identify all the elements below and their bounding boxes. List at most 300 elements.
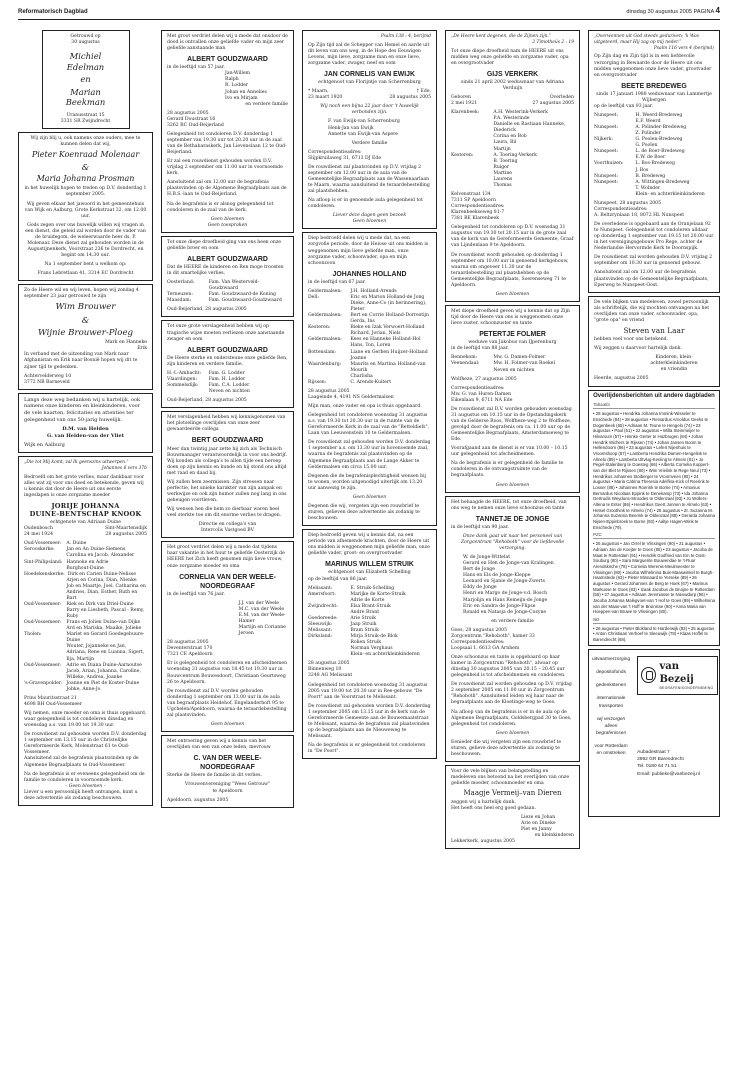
relative-names: J.H. Holland-Arends — [350, 288, 397, 294]
bible-reference: Psalm 138 : 4, berijmd — [380, 34, 431, 39]
relative-place: Sint-Philipsland: — [24, 559, 63, 565]
bible-verse: „Overwonnen uit God steeds geduriven; 'k Was uitgeteerd, maar Hij zag op mij neder.” — [594, 34, 699, 45]
column-3 — [302, 30, 437, 1054]
ad-text: Met ontroering geven wij u kennis van het overlijden van een van onze leden, mevrouw — [167, 739, 271, 751]
relative-place: Terneuzen: — [167, 292, 193, 298]
relative-place — [451, 368, 490, 374]
list-line: F. van Ewijk-van Scherrenburg — [328, 119, 400, 125]
relative-place: Nunspeet: — [594, 173, 619, 179]
ampersand: en — [80, 74, 91, 85]
relative-row — [451, 368, 574, 374]
relative-place: Dirksland: — [308, 634, 333, 640]
relative-row — [211, 631, 288, 637]
address-line: Laageinde 4, 4191 NS Geldermalsen — [308, 394, 394, 400]
relative-names: Wouter, Jojanneke en Jan, Adriana, Rene en Luanna, Sigert, Ilja, Martijn — [66, 644, 145, 662]
ad-text: De vele blijken van medeleven, zowel persoonlijk als schriftelijk, die wij mochten ontvangen na het overlijden van onze vader, schoonvader, opa, "grote opa" en vriend — [594, 299, 710, 323]
ad-text: Aansluitend zal om 12.00 uur de begrafenis plaatsvinden op de Algemene Begraafplaats aan de H.B.S.-laan te Oud-Beijerland. — [167, 180, 287, 198]
list-line: Ronald en Natasja de Jonge-Cozyne — [463, 609, 547, 615]
service-item: transporten — [598, 703, 624, 709]
list-line: Leonard en Sjanie de Jonge-Zwerts — [463, 579, 546, 585]
email-line: Email: publieke@vanbezeij.nl — [637, 771, 700, 777]
deceased-name: PETERTJE FOLMER — [479, 331, 546, 339]
relative-names: Ruiger — [493, 164, 510, 170]
relative-place — [24, 644, 63, 662]
ad-text: Het heeft ons heel erg goed gedaan. — [451, 805, 536, 811]
address-line: A. Beltzrynlaan 18, 8072 HL Nunspeet — [594, 212, 685, 218]
relative-names: E.W. de Boer — [635, 155, 666, 161]
deceased-name: ALBERT GOUDZWAARD — [187, 56, 268, 64]
ad-text: Na afloop van de begrafenis is er in de aula op de Algemene Begraafplaats, Goldsbergpad 30 te Goes, gelegenheid tot condoleren. — [451, 709, 572, 727]
address-line: 3248 AG Melissant — [308, 673, 353, 679]
relative-place — [211, 613, 236, 625]
signature: G. van Helden-van der Vliet — [46, 432, 125, 439]
address-line: Kelvenstraat 134 — [451, 191, 491, 197]
age-line: in de leeftijd van 90 jaar. — [451, 524, 509, 530]
relative-place — [167, 389, 206, 395]
birth-place: * Maarn, — [308, 89, 329, 95]
spouse-line: echtgenoot van Florijntje van Scherrenburg — [318, 80, 421, 86]
ad-text: Degenen die de begrafenisplechtigheid wensen bij te wonen, worden uitgenodigd uiterlijk om 13.20 uur aanwezig te zijn. — [308, 473, 427, 491]
ad-text: Tot onze diepe droefheid ging van ons heen onze geliefde broer en oom — [167, 239, 281, 251]
relative-names: Mw. G. Damen-Folmer — [493, 355, 546, 361]
relative-names: Bieke en Izak Verwoert-Holland — [350, 325, 425, 331]
address-line: Correspondentieadres: — [594, 206, 648, 212]
relative-names: Klein- en achterkleinkinderen — [350, 652, 420, 658]
ad-text: De rouwdienst zal gehouden worden D.V. donderdag 1 september a.s. om 13.30 uur in hovenoemde zaal, waarna de begrafenis zal plaatsvinden op de Algemene Begraafplaats aan de Lange Akker te Geldermalsen om circa 15.00 uur. — [308, 440, 431, 470]
relative-place: Goedereede: — [308, 615, 338, 621]
ad-text: De rouwdienst zal plaatsvinden op D.V. vrijdag 2 september om 12.00 uur in de aula van de Gemeentelijke Begraafplaats aan de Wassenaarlaan te Maarn, waarna aansluitend de teraardebestelling zal plaatshebben. — [308, 164, 430, 195]
relative-names: Adrie en Diana Duine-Aarnoutse — [66, 662, 142, 668]
relative-names: Marijke de Korte-Struik — [350, 591, 406, 597]
name-part: Michiel — [69, 51, 102, 62]
relative-row — [167, 280, 288, 292]
relative-names: Liane en Gerben Huijzer-Holland — [350, 349, 428, 355]
deceased-name: BERT GOUDZWAARD — [191, 437, 264, 445]
no-flowers-line: Geen bloemen — [352, 494, 387, 500]
address-line: Frans Lebretlaan 41, 3314 EC Dordrecht — [37, 271, 134, 277]
ad-line: en kleinkinderen — [534, 833, 574, 839]
relative-names: E. Struik-Schelling — [350, 585, 395, 591]
relative-row — [167, 298, 288, 304]
bible-reference: Psalm 116 vers 4 (berijmd) — [653, 45, 714, 51]
logo-mark-icon — [641, 667, 656, 683]
signature: D.M. van Helden — [62, 426, 109, 433]
anniversary-brouwer — [18, 284, 153, 390]
address-line: Slijpkruilaweg 31, 6713 DJ Ede — [308, 155, 382, 161]
relative-names: Frans en Jolien Duine-van Dijke — [66, 620, 141, 626]
relative-names: Fam. C.A. Lodder — [208, 383, 250, 389]
relative-names: Fam. Goudzwaard-Goudzwaard — [208, 298, 282, 304]
relative-row — [594, 192, 714, 198]
address-line: 3772 NB Barneveld — [24, 379, 70, 385]
list-line: Lieze en Johan — [521, 815, 556, 821]
ad-text: Na de begrafenis is er gelegenheid tot condoleren in "De Poort". — [308, 743, 426, 755]
ad-text: Op Zijn dag en Zijn tijd is in een liefdevolle verzorging in Bewaarde door de Heere uit ons midden weggenomen onze lieve vader, grootvader en overgrootvader — [594, 54, 712, 78]
relative-place — [308, 301, 347, 313]
ad-text: Aansluitend zal om 12.00 uur de begrafenis plaatsvinden op de Gemeentelijke Begraafplaats, Eperweg te Nunspeet-Oost. — [594, 270, 709, 288]
relative-place: Hoedekenskerke: — [24, 571, 65, 577]
list-line: Johan en Annelies — [225, 89, 267, 95]
date-line: Lekkerkerk, augustus 2005 — [451, 839, 515, 845]
family-list — [451, 815, 574, 833]
brand-tagline: BEGRAFENISONDERNEMING — [659, 686, 714, 691]
spouse-line: sinds 21 april 2002 weduwnaar van Adriana Verduijn — [461, 79, 564, 91]
person-name — [46, 51, 126, 72]
ad-text: Er is gelegenheid tot condoleren en afscheidnemen woensdag 31 augustus van 18.45 tot 19.30 uur in Rouwcentrum Bouwesdoort, Christiaan Geurtsweg 26 te Apeldoorn. — [167, 661, 288, 685]
signature: te Apeldoorn — [212, 788, 243, 794]
relative-row — [24, 608, 147, 620]
list-line: Bert de Jonge — [463, 567, 495, 573]
death-notice-van-der-weele — [161, 541, 294, 732]
relative-place: Rijssen: — [308, 379, 327, 385]
bible-reference: Johannes 6 vers 37b — [101, 465, 147, 471]
ad-text: Wij wensen hen die hem zo dierbaar waren heel veel sterkte toe om dit enorme verlies te dragen. — [167, 507, 282, 519]
ad-text: Wij zullen hem zeermissen. Zijn stressen naar perfectie, het unieke karakter van zijn aanpak en werkwijze en ook zijn humor zullen nog lang in ons geheugen voortleven. — [167, 479, 287, 503]
relative-names: A. Toering-Verkerk — [493, 152, 537, 158]
relative-row — [24, 632, 147, 644]
ad-text: Sterke de Heere de familie in dit verlies. — [167, 773, 262, 779]
relative-place: Oud-Vossemeer: — [24, 620, 62, 626]
ad-line: Verdere familie — [351, 140, 388, 146]
ad-text: Wij noch een bijna 22 jaar door 't huwelijk verbonden zijn. — [320, 104, 419, 116]
relative-place: Tholen: — [24, 632, 42, 638]
relative-place: Melissant: — [308, 585, 333, 591]
signature: Directie en collega's van — [198, 522, 257, 528]
family-list — [594, 355, 714, 373]
relative-place — [24, 669, 63, 681]
relative-place: Oud-Vossemeer: — [24, 662, 62, 668]
relative-names: Z. Polinder — [635, 131, 661, 137]
relative-names: J.J. van der Weele — [238, 600, 280, 606]
ad-line: Mark en Hanneke — [105, 340, 147, 346]
relative-names: Job en Maartje, Joel, Catharina en Andries, Dian, Esther, Ruth en Bart — [66, 583, 146, 601]
death-date: 28 augustus 2005 — [389, 95, 431, 101]
ad-text: Liever u een persoonlijk heeft ontvangen, kunt u deze advertentie als zodanig beschouwen. — [24, 789, 138, 801]
ad-text: Onze dank gaat uit naar het personeel van Zorgcentrum "Rehoboth" voor de liefdevolle verzorging. — [460, 533, 565, 552]
date-line: Goes, 28 augustus 2005 — [451, 627, 508, 633]
relative-place — [451, 122, 490, 134]
list-line: Marjolijn en Hans Remeijn-de Jonge — [463, 597, 548, 603]
address-line: Correspondentieadres: — [451, 639, 505, 645]
index-entries: • 28 augustus • Hendrika Johanna Immink-Wisseler te Enschede (84) • 28 augustus • Reinardus Arnoldus Geeks te Dogenbeek (65) • Adriaan M. Teune te Hengelo (74) • 23 augustus • Paul (51) • 22 augustus • Willa Steinmeijer te Hilvarsum (57) • Hinnke Gerter te Hazbrugen (84) • Johan Hendrik Wichers te Rijssen (74) • Johan Jansen Boom te Hellendoorn (86) • 23 augustus • Lefert Nijenhuis te Vroomshoop (87) • Lamberta Hendrika Damen-Hengelink te Almelo (89) • Lamberta Ultvlug-Keniing te Almelo (81) • Jo Pegel-Stalenberg te Goesteg (66) • Alberta Cornelia Koppert-van der Blet te Rijssen (80) • Wim Vrielink te Rege Neul (73) • Hendrikus Johannes Stoiberger te Vroomveen (85) • 24 augustus • Maria Catrina Theresia Adelfina-Kick of Roerink te Losser (88) • Johannes Roerink te Borne (74) • Antonius Bernardus Nicolaas Eppink te Denekamp (73) • Ida Johanna Gertrudis Weyduns-Stroodes te Oldenzaal (93) • Jo Wollers-Altena te Enter (86) • Hendrikus Geert Jonnen te Almelo (63) • Hetsel Groothink te Almelo (74) • 25 augustus • Zr. Suzanna M. Johanna Suzanna Beerink te Oldenzaal (88) • Gerarda Johanna Nijsen-Eppinbroek te Borne (93) • Aaltje Hagen-Wink te Enschede (79). — [593, 411, 715, 530]
relative-names: Jobke, Anne-Jo — [66, 686, 101, 692]
ad-text: Zo de Heere wil en wij leven, hopen wij zondag 4 september 23 jaar getrouwd te zijn — [24, 288, 139, 300]
relative-names: B. Bredeweg — [635, 173, 666, 179]
relative-names: Bert en Corrie Holland-Dorrestijn — [350, 313, 429, 319]
relative-place — [24, 584, 63, 602]
ad-text: Diep bedroefd delen wij u mede dat, na een zorgvolle periode, door de Heiose uit ons midden is weggenomen mijn lieve geliefde man, onze zorgzame vader, schoonvader, opa en mijn schoonzoon — [308, 236, 429, 266]
relative-names: A. Wittingen-Bredeweg — [635, 179, 690, 185]
address-line: Loopsaal 1, 6613 GA Arnhem — [451, 645, 520, 651]
ad-text: In verband met de uitzending van Mark naar Afghanistan en Erik naar Bosnië hopen wij dit te zijner tijd te gedenken. — [24, 352, 138, 370]
relative-names: T. Wolnder — [635, 185, 661, 191]
relative-names: Mw. H. Folmer-van Roekel — [493, 361, 555, 367]
spouse-line: echtgenoot van Elizabeth Schelling — [328, 570, 411, 576]
family-list — [308, 119, 431, 137]
ad-text: Na afloop is er in genoemde aula gelegenheid tot condoleren. — [308, 198, 423, 210]
death-notice-goudzwaard-colleagues — [161, 411, 294, 538]
relative-names: Barry en Liesbeth, Pascal - Remy, Ruby — [66, 608, 145, 620]
masthead — [18, 6, 720, 20]
page-number: 4 — [715, 6, 720, 16]
ad-text: De rouwdienst zal worden gehouden D.V. vrijdag 2 september om 10.30 uur in genoemd gebouw. — [594, 255, 713, 267]
relative-place: H.-I.-Ambacht: — [167, 370, 202, 376]
relative-names: Norman Verghaus — [350, 646, 393, 652]
deceased-name: C. VAN DER WEELE- — [193, 755, 262, 763]
relative-names: Jeroen — [238, 631, 254, 637]
birth-label: Geboren — [451, 95, 471, 101]
relative-names: Corina en Bob — [493, 134, 527, 140]
relative-names: Ard en Mariska, Maaike, Jolieke — [66, 626, 142, 632]
list-line: Op Zijn tijd zal de Schepper van Hemel en aarde uit dit leven van ons weg, in de Hope des Eeuwigen Levens, mijn lieve, zorgzame man en onze lieve, zorgzame vader, zwager, neef en oom — [308, 42, 430, 66]
list-line: Henk-Jan van Ewijk — [328, 125, 374, 131]
deceased-name: NOORDEGRAAF — [200, 764, 255, 772]
no-flowers-line: Geen bloemen — [210, 216, 245, 222]
name-part: Edelman — [66, 61, 105, 72]
phone-line: Tel. 0180 64 71 51 — [637, 764, 677, 770]
deceased-name: ALBERT GOUDZWAARD — [187, 255, 268, 263]
relative-names: Carolina en Jacob, Alexander — [66, 553, 135, 559]
relative-names: A. Polinder-Bredeweg — [635, 125, 687, 131]
death-date: 28 augustus 2005 — [105, 532, 147, 538]
relatives-list — [167, 371, 288, 395]
ad-text: zeggen wij u hartelijk dank. — [451, 799, 516, 805]
relative-names: Riek en Dirk van Driel-Duine — [66, 601, 134, 607]
deceased-name: BEETE BREDEWEG — [621, 82, 687, 90]
ad-text: De rouwdienst zal gehouden worden D.V. donderdag 1 september om 13.15 uur in de Christelijke Gereformeerde Kerk, Molenstraat 61 te Oud-Vossemeer. — [24, 732, 147, 756]
person-name: Maagje Vermeij–van Dieren — [463, 789, 562, 798]
relative-place — [211, 631, 236, 637]
address-line: Klarenbeekseweg 81-7 — [451, 210, 505, 216]
list-line: Arie en Dineke — [521, 821, 556, 827]
ad-text: De rouwdienst zal gehouden worden D.V. donderdag 1 september 2005 om 13.15 uur in de kerk van de Gereformeerde Gemeente aan de Bouwemaatstraat te Melissant, waarna de begrafenis zal plaatsvinden op de begraafplaats aan de Nieuweweg te Melissant. — [308, 703, 431, 740]
person-name: Pieter Koenraad Molenaar — [31, 149, 140, 159]
ad-text: Gods zegen over ons huwelijk willen wij vragen in een dienst, die geleid zal worden door de vader van de bruidegom, de weleerwaarde heer ds. P. Molenaar. Deze dienst zal gehouden worden in de Augustijnenkerk, Voorstraat 236 te Dordrecht, en begint om 14.30 uur. — [25, 222, 146, 258]
relative-names: Burghout-Duine — [66, 565, 104, 571]
relative-row — [211, 613, 288, 625]
relative-names: A.H. Westerink-Verkerk — [493, 110, 548, 116]
ad-text: Het behaagde de HEERE, tot onze droefheid, van ons weg te nemen onze lieve schoonzus en tante — [451, 499, 567, 511]
relative-place: Maasdam: — [167, 298, 192, 304]
relative-place: Melissant: — [308, 628, 333, 634]
relative-row — [451, 122, 574, 134]
relative-names: G. Poolen-Bredeweg — [635, 137, 683, 143]
relative-place — [24, 608, 63, 620]
ad-text: Eenieder die wij vergeten zijn een rouwbrief te sturen, gelieve deze advertentie als zodanig te beschouwen. — [451, 739, 562, 757]
relative-names: Kees en Hanneke Holland-Hol — [350, 337, 421, 343]
relative-names: Joanne — [350, 355, 367, 361]
list-line: Ivo en Mirjam — [225, 95, 258, 101]
ad-text: De Heere sterke en ondersteune onze geliefde Ren, zijn kinderen en verdere familie. — [167, 355, 288, 367]
address-line: Uranusstraat 15 — [66, 112, 105, 118]
name-part: Marian — [70, 86, 101, 97]
index-section-label: ND — [593, 617, 715, 624]
ad-text: Er zal een rouwdienst gehouden worden D.V. vrijdag 2 september om 11.00 uur in voornoemde kerk. — [167, 159, 283, 177]
date-line: Oud-Beijerland, 28 augustus 2005 — [167, 307, 247, 313]
relative-names: Hans, Ton, Loren — [350, 343, 391, 349]
relative-names: Jaap Struik — [350, 621, 377, 627]
date-line: 28 augustus 2005 — [308, 388, 350, 394]
death-notice-goudzwaard-inlaws — [161, 320, 294, 408]
relative-place: Geldermalsen: — [308, 313, 342, 319]
relative-names: E.F. Weerd — [635, 119, 661, 125]
ad-text: Diep bedroefd geven wij u kennis dat, na een periode van afnemende krachten, door de Heere uit ons midden is weggenomen mijn geliefde man, onze geliefde vader, groot- en overgrootvader — [308, 533, 430, 557]
ad-text: Na de begrafenis is er alsnog gelegenheid tot condoleren in de zaal van de kerk. — [167, 201, 274, 213]
ad-text — [308, 43, 431, 67]
relative-place: Zwijndrecht: — [308, 603, 338, 609]
relative-place: Kesteren: — [451, 152, 474, 158]
address-line: Deventerstraat 170 — [167, 646, 213, 652]
relative-names: Bram Struik — [350, 628, 379, 634]
age-line: op de leeftijd van 93 jaar. — [594, 103, 654, 109]
funeral-home-brand — [633, 650, 720, 816]
relative-row — [308, 380, 431, 386]
spouse-line: sinds 17 januari 1988 weduwnaar van Lammertje Wijbergen — [596, 91, 712, 103]
ampersand: & — [81, 315, 90, 326]
relative-names: Fam. Goudzwaard-de Koning — [208, 292, 276, 298]
person-name: Steven van Laar — [623, 325, 685, 335]
relatives-list — [167, 280, 288, 304]
column-1 — [18, 30, 153, 1054]
relative-names: Jacob, Arian, Johanna, Caroline, Willeke, Andrea, Joanke — [66, 668, 141, 680]
date-line: 28 augustus 2005 — [308, 661, 350, 667]
service-item: wij verzorgen — [596, 716, 626, 722]
ad-text: Onze schoonzus en tante is opgebaard op haar kamer in Zorgcentrum "Rehoboth", alwaar op dinsdag 30 augustus 2005 van 20.15 – 20.45 uur gelegenheid is tot afscheidnemen en condoleren. — [451, 655, 566, 679]
death-date: 27 augustus 2005 — [532, 101, 574, 107]
ad-text: Gelegenheid tot condoleren D.V. donderdag 1 september van 19.30 uur tot 20.20 uur in de zaal van de Bethabaraskerk, Jan Lievenslaan 12 te Oud-Beijerland. — [167, 131, 287, 156]
no-speeches-line: Geen toespraken — [207, 222, 248, 228]
age-line: in de leeftijd van 67 jaar. — [308, 279, 366, 285]
column-5 — [588, 30, 720, 1054]
list-line: Jan-Willem — [225, 71, 250, 77]
relatives-list — [308, 586, 431, 659]
relative-names: Adrie de Korte — [350, 597, 385, 603]
relative-place: Nunspeet: — [594, 112, 619, 118]
death-notice-womens-society — [161, 735, 294, 808]
relative-place — [24, 687, 63, 693]
address-line: Binnenweg 10 — [308, 667, 342, 673]
relative-place — [308, 652, 347, 658]
deceased-name: TANNETJE DE JONGE — [475, 515, 550, 523]
ad-text: Gelegenheid tot condoleren woensdag 31 augustus 2005 van 19.00 tot 20.30 uur in Ree-gebouw "De Poort" aan de Voorstraat te Melissant. — [308, 682, 428, 700]
contact-block — [637, 749, 718, 779]
ad-text: Degenen die wij, vergeten zijn een rouwbrief te sturen, gelieven deze advertentie als zodanig te beschouwen. — [308, 503, 420, 522]
ad-text: Wij zeggen u daarvoor hartelijk dank. — [594, 346, 682, 352]
relative-names: Laurens — [493, 176, 513, 182]
thank-you-van-helden — [18, 393, 153, 453]
date-line: Wolfheze, 27 augustus 2005 — [451, 376, 517, 382]
address-line: Mw. G. van Huren-Damen — [451, 391, 512, 397]
address-line: Correspondentieadres: — [451, 204, 505, 210]
relative-names: Elsa Brant-Struik — [350, 603, 391, 609]
death-notice-folmer — [445, 305, 580, 493]
column-2 — [161, 30, 294, 1054]
age-line: in de leeftijd van 76 jaar. — [167, 591, 225, 597]
deceased-name: JAN CORNELIS VAN EWIJK — [324, 71, 415, 79]
relative-place: Amersfoort: — [308, 591, 336, 597]
list-line: Kinderen, klein- — [655, 355, 693, 361]
address-line: Aubadestraat 7 — [637, 749, 670, 755]
service-item: en omstreken — [596, 751, 626, 757]
age-line: in de leeftijd van 88 jaar. — [451, 346, 509, 352]
relatives-list — [451, 355, 574, 373]
relative-names: Arjen en Corina, Dian, Nienke — [66, 577, 137, 583]
date-line: Nunspeet, 28 augustus 2005 — [594, 200, 662, 206]
relative-place: Veenendaal: — [451, 361, 480, 367]
relative-names: Hannoke en Adrie — [66, 559, 109, 565]
ampersand: & — [81, 161, 90, 172]
no-flowers-line: Geen bloemen — [495, 730, 530, 736]
address-line: 7381 BE Klarenbeek — [451, 216, 500, 222]
relative-names: Arie Struik — [350, 615, 376, 621]
relative-row — [24, 687, 147, 693]
relative-names: J. Bos — [635, 167, 649, 173]
page-word: PAGINA — [693, 9, 714, 16]
service-item: alleen begrafenissen — [596, 723, 627, 737]
relative-names: Andre Brant — [350, 609, 380, 615]
relative-row — [167, 389, 288, 395]
ad-text: De rouwdienst wordt gehouden op donderdag 1 september om 10.00 uur in genoemd kerkgebouw, waarna om ongeveer 11.30 uur de teraardebestelling zal plaatshebben op de Gemeentelijke Begraafplaats, Soerenseweg 71 te Apeldoorn. — [451, 252, 569, 288]
index-title: Overlijdensberichten uit andere dagbladen — [593, 392, 715, 399]
date-line: Apeldoorn, augustus 2005 — [167, 797, 229, 803]
relative-row — [451, 183, 574, 189]
relative-names: Martijn — [493, 146, 511, 152]
page-info — [626, 6, 720, 17]
ad-text: Bedroefd om het grote verlies, maar dankbaar voor alles wat zij voor ons deed en betekende, geven wij u kennis dat door de Heere uit ons eerste ingeslapen is onze zorgzame moeder — [24, 474, 145, 498]
relative-place: Sommelsdijk: — [167, 383, 199, 389]
person-name: Wijnie Brouwer-Ploeg — [37, 327, 134, 338]
no-flowers-line: – Geen bloemen – — [65, 783, 106, 789]
ad-text: Gelegenheid tot condoleren woensdag 31 augustus a.s. van 19.30 tot 20.30 uur in de ruimte van de Gereformeerde Kerk in de zaal van de "Betteldiefs", Laan van Leeuwenstein 10 te Geldermalsen. — [308, 413, 430, 437]
death-notice-de-jonge — [445, 496, 580, 762]
issue-date: dinsdag 30 augustus 2005 — [626, 9, 692, 16]
name-part: Beekman — [65, 97, 106, 108]
address-line: Prins Mauritsstraat 21 — [24, 695, 77, 701]
ad-text: Met diepe droefheid geven wij u kennis dat op Zijn tijd door de Heere van ons is weggenomen onze lieve zuster, schoonzuster en tante — [451, 308, 570, 327]
column-4 — [445, 30, 580, 1054]
relative-place: Oud-Vossemeer: — [24, 601, 62, 607]
no-flowers-line: Geen bloemen — [210, 721, 245, 727]
date-line: 28 augustus 2005 — [167, 640, 209, 646]
wedding-announcement-molenaar — [18, 132, 153, 281]
relative-names: Rolien Struik — [350, 640, 382, 646]
address-line: 3262 RC Oud-Beijerland — [167, 122, 224, 128]
list-line: Eddy de Jonge — [463, 585, 497, 591]
ad-text: Wij geven elkaar het jawoord in het gemeentehuis van Wijk en Aalburg, Grote Kerkstraat 32, om 12.00 uur. — [24, 201, 147, 219]
family-list — [451, 555, 574, 616]
relatives-list — [451, 110, 574, 189]
relative-place: Geldermalsen: — [308, 288, 342, 294]
relative-place: Waardenburg: — [308, 361, 342, 367]
ad-text: Mijn man, onze vader en opa is thuis opgebaard. — [308, 404, 422, 410]
death-notice-van-ewijk — [302, 30, 437, 229]
ad-text: Met verslagenheid hebben wij kennisgenomen van het plotselinge overlijden van onze zeer gewaardeerde collega — [167, 415, 286, 433]
age-line: in de leeftijd van 57 jaar. — [167, 65, 225, 71]
service-item: uitvaartverzorging — [592, 656, 631, 662]
no-flowers-line: Geen bloemen — [352, 219, 387, 225]
date-line: Oud-Beijerland, 28 augustus 2005 — [167, 398, 247, 404]
ad-text: Wij zijn blij u, ook namens onze ouders, mee te kunnen delen dat wij, — [30, 135, 141, 147]
funeral-home-logo — [637, 656, 718, 695]
ad-text: De rouwdienst zal worden gehouden op D.V. vrijdag 2 september 2005 om 11.00 uur in Zorgcentrum "Rehoboth". Aansluitend leiden wij haar naar de begraafplaats aan de Kloetinge-weg te Goes. — [451, 682, 572, 706]
spouse-line: echtgenote van Adriaan Duine — [50, 520, 121, 526]
ad-text: Meer dan twintig jaar zette hij zich als Technisch Bouwmanager verantwoordelijk in voor ons bedrijf. Wij konden als collega's te allen tijde een beroep doen op zijn kennis en kunde en hij stond ons altijd met raad en daad bij. — [167, 446, 288, 476]
relative-names: Jan en An Duine-Siemens — [66, 547, 126, 553]
relative-place: 's-Gravenpolder: — [24, 680, 63, 686]
ad-text: Het groot verdriet delen wij u mede dat tijdens haar vakantie in het huur te geliefde Oosterzijk de HEERE het Zich heeft genomen mijn lieve vrouw, onze zorgzame moeder en oma — [167, 545, 285, 569]
list-line: Piet en Janny — [521, 827, 552, 833]
list-line: Annette van Ewijk-van Aspere — [328, 131, 399, 137]
